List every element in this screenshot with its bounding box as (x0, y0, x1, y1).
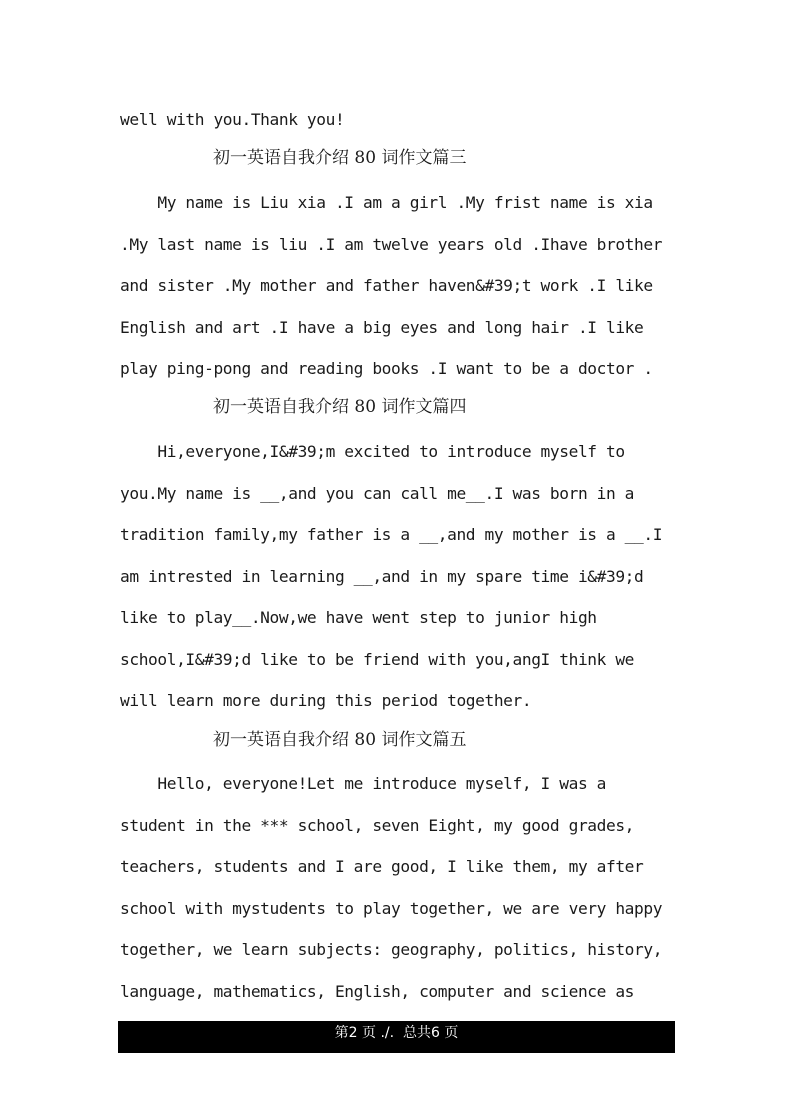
paragraph-line: My name is Liu xia .I am a girl .My frist name is xia (120, 193, 653, 212)
paragraph-line: language, mathematics, English, computer and science as (120, 982, 635, 1001)
paragraph-line: like to play__.Now,we have went step to junior high (120, 608, 597, 627)
paragraph-line: student in the *** school, seven Eight, my good grades, (120, 816, 635, 835)
paragraph-line: school,I&#39;d like to be friend with you,angI think we (120, 650, 635, 669)
paragraph-line: school with mystudents to play together, we are very happy (120, 899, 663, 918)
paragraph-line: play ping-pong and reading books .I want to be a doctor . (120, 359, 653, 378)
paragraph-line: tradition family,my father is a __,and my mother is a __.I (120, 525, 663, 544)
section-heading-5: 初一英语自我介绍 80 词作文篇五 (213, 730, 467, 750)
paragraph-line: English and art .I have a big eyes and long hair .I like (120, 318, 644, 337)
paragraph-line: together, we learn subjects: geography, politics, history, (120, 940, 663, 959)
intro-line: well with you.Thank you! (120, 110, 345, 129)
page-footer (118, 1021, 675, 1053)
paragraph-line: you.My name is __,and you can call me__.I was born in a (120, 484, 635, 503)
paragraph-line: .My last name is liu .I am twelve years old .Ihave brother (120, 235, 663, 254)
paragraph-line: Hello, everyone!Let me introduce myself, I was a (120, 774, 606, 793)
paragraph-line: teachers, students and I are good, I like them, my after (120, 857, 644, 876)
page-number-text: 第2 页 ./. 总共6 页 (334, 1025, 459, 1041)
paragraph-line: Hi,everyone,I&#39;m excited to introduce myself to (120, 442, 625, 461)
paragraph-line: am intrested in learning __,and in my spare time i&#39;d (120, 567, 644, 586)
paragraph-line: and sister .My mother and father haven&#39;t work .I like (120, 276, 653, 295)
section-heading-3: 初一英语自我介绍 80 词作文篇三 (213, 148, 467, 168)
paragraph-line: will learn more during this period together. (120, 691, 532, 710)
section-heading-4: 初一英语自我介绍 80 词作文篇四 (213, 397, 467, 417)
